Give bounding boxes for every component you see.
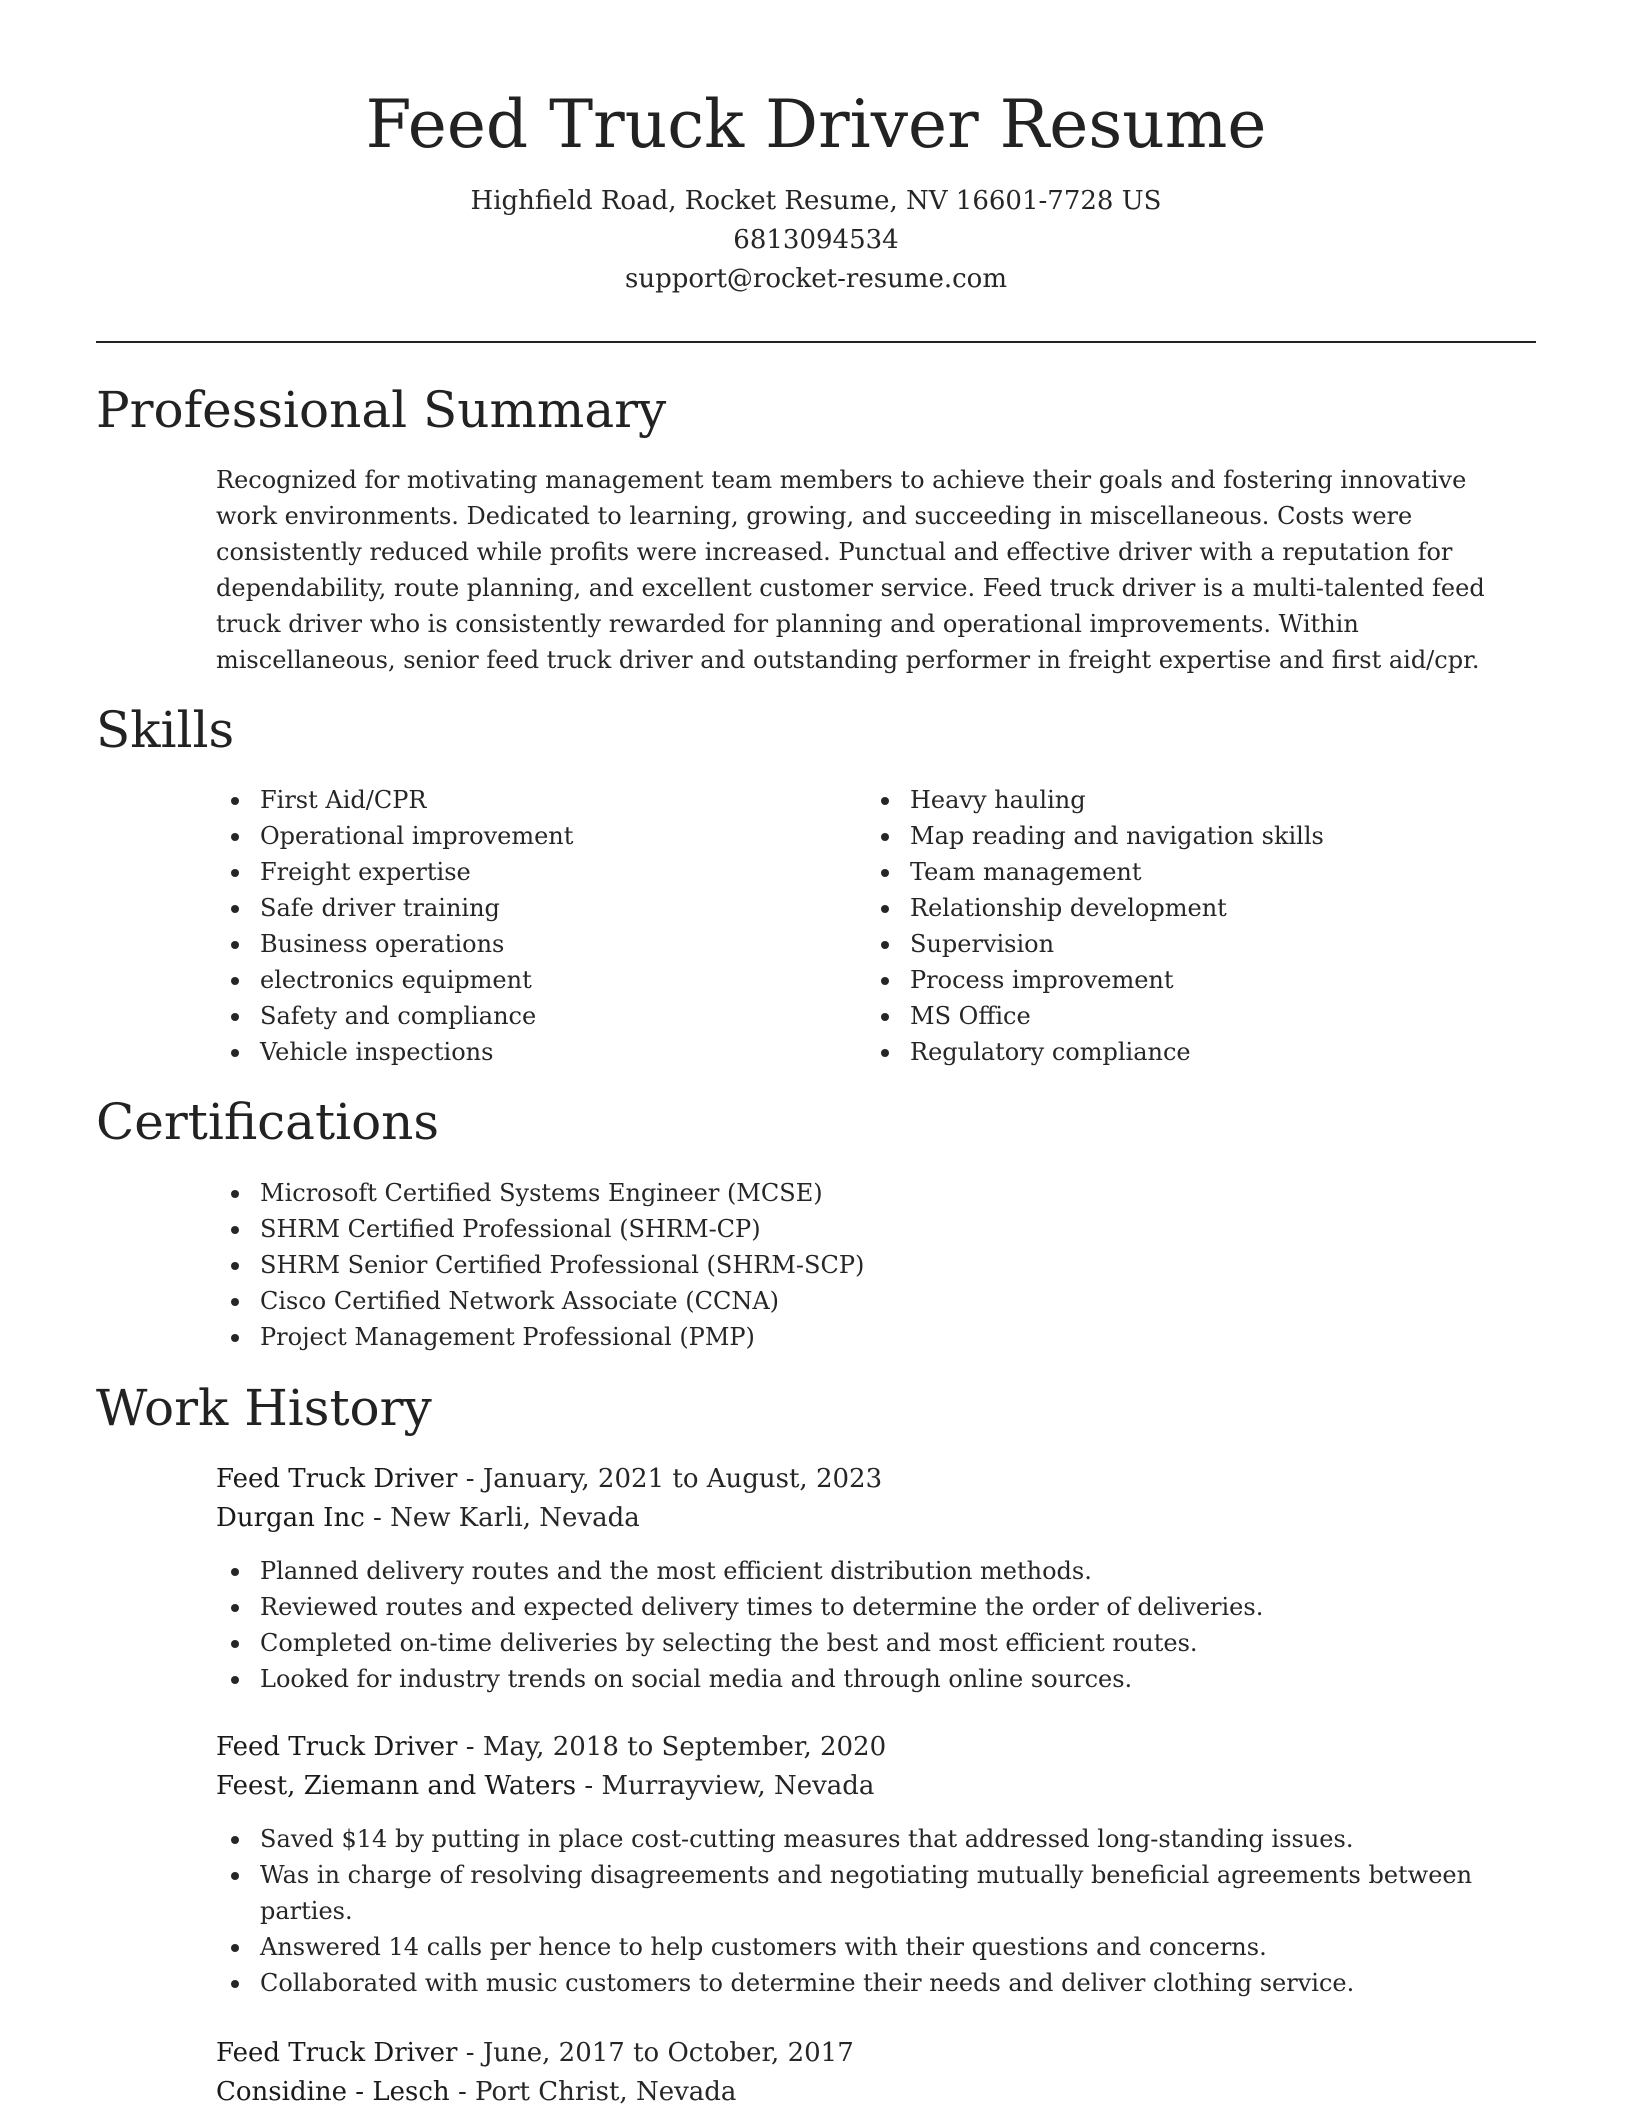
skills-column-left: [216, 782, 816, 1070]
skill-item: Safe driver training: [216, 890, 816, 926]
job-duties-list: [216, 1553, 1546, 1697]
job-separator: -: [373, 1503, 391, 1533]
job-separator: -: [584, 1771, 602, 1801]
job-duty: Planned delivery routes and the most efficient distribution methods.: [216, 1553, 1546, 1589]
job-duty: Completed on-time deliveries by selecting the best and most efficient routes.: [216, 1625, 1546, 1661]
contact-email: support@rocket-resume.com: [624, 264, 1007, 294]
job-company-line: [216, 1767, 1546, 1806]
job-location: New Karli, Nevada: [390, 1503, 640, 1533]
job-dates: January, 2021 to August, 2023: [482, 1464, 883, 1494]
contact-address: Highfield Road, Rocket Resume, NV 16601-7728 US: [470, 186, 1162, 216]
certifications-block: [216, 1175, 1516, 1355]
job-company-line: [216, 1499, 1546, 1538]
skill-item: First Aid/CPR: [216, 782, 816, 818]
job-dates: June, 2017 to October, 2017: [482, 2038, 854, 2068]
certifications-heading: Certifications: [96, 1093, 440, 1151]
summary-text: Recognized for motivating management team members to achieve their goals and fostering innovative work environments. Dedicated to learning, growing, and succeeding in miscellaneous. Costs were consistently reduced while profits were increased. Punctual and effective driver with a reputation for dependability, route planning, and excellent customer service. Feed truck driver is a multi-talented feed truck driver who is consistently rewarded for planning and operational improvements. Within miscellaneous, senior feed truck driver and outstanding performer in freight expertise and first aid/cpr.: [216, 466, 1485, 674]
certifications-list: [216, 1175, 1516, 1355]
contact-block: [0, 182, 1632, 299]
job-duties-list: [216, 1821, 1546, 2001]
work-history-heading: Work History: [96, 1379, 432, 1437]
job-company: Considine - Lesch: [216, 2077, 450, 2107]
resume-title: Feed Truck Driver Resume: [365, 86, 1267, 163]
skill-item: electronics equipment: [216, 962, 816, 998]
summary-heading: Professional Summary: [96, 381, 667, 439]
job-duty: Collaborated with music customers to determine their needs and deliver clothing service.: [216, 1965, 1546, 2001]
skill-item: Team management: [866, 854, 1506, 890]
certification-item: Microsoft Certified Systems Engineer (MCSE): [216, 1175, 1516, 1211]
job-duty: Looked for industry trends on social media and through online sources.: [216, 1661, 1546, 1697]
job-location: Murrayview, Nevada: [601, 1771, 875, 1801]
job-entry: [216, 2034, 1546, 2112]
job-title-line: [216, 2034, 1546, 2073]
job-title: Feed Truck Driver: [216, 1732, 458, 1762]
job-company: Durgan Inc: [216, 1503, 365, 1533]
job-dates: May, 2018 to September, 2020: [482, 1732, 887, 1762]
job-separator: -: [457, 2077, 475, 2107]
contact-phone: 6813094534: [733, 225, 899, 255]
skills-list-left: [216, 782, 816, 1070]
certification-item: SHRM Senior Certified Professional (SHRM-SCP): [216, 1247, 1516, 1283]
job-duty: Saved $14 by putting in place cost-cutting measures that addressed long-standing issues.: [216, 1821, 1546, 1857]
certification-item: Cisco Certified Network Associate (CCNA): [216, 1283, 1516, 1319]
skill-item: Safety and compliance: [216, 998, 816, 1034]
job-entry: [216, 1460, 1546, 1697]
skill-item: MS Office: [866, 998, 1506, 1034]
skills-list-right: [866, 782, 1506, 1070]
job-company-line: [216, 2073, 1546, 2112]
certification-item: Project Management Professional (PMP): [216, 1319, 1516, 1355]
skill-item: Relationship development: [866, 890, 1506, 926]
skill-item: Map reading and navigation skills: [866, 818, 1506, 854]
job-title: Feed Truck Driver: [216, 1464, 458, 1494]
skill-item: Business operations: [216, 926, 816, 962]
job-company: Feest, Ziemann and Waters: [216, 1771, 577, 1801]
skill-item: Supervision: [866, 926, 1506, 962]
job-location: Port Christ, Nevada: [475, 2077, 737, 2107]
job-separator: -: [465, 1732, 483, 1762]
job-entry: [216, 1728, 1546, 2001]
job-separator: -: [465, 2038, 483, 2068]
skill-item: Operational improvement: [216, 818, 816, 854]
skill-item: Process improvement: [866, 962, 1506, 998]
job-duty: Reviewed routes and expected delivery times to determine the order of deliveries.: [216, 1589, 1546, 1625]
skill-item: Freight expertise: [216, 854, 816, 890]
job-title-line: [216, 1460, 1546, 1499]
job-title-line: [216, 1728, 1546, 1767]
job-duty: Was in charge of resolving disagreements and negotiating mutually beneficial agreements between parties.: [216, 1857, 1546, 1929]
skill-item: Vehicle inspections: [216, 1034, 816, 1070]
header-divider: [96, 341, 1536, 343]
skills-column-right: [866, 782, 1506, 1070]
certification-item: SHRM Certified Professional (SHRM-CP): [216, 1211, 1516, 1247]
skill-item: Heavy hauling: [866, 782, 1506, 818]
skill-item: Regulatory compliance: [866, 1034, 1506, 1070]
job-separator: -: [465, 1464, 483, 1494]
skills-heading: Skills: [96, 701, 235, 759]
resume-header: [0, 80, 1632, 299]
job-duty: Answered 14 calls per hence to help customers with their questions and concerns.: [216, 1929, 1546, 1965]
job-title: Feed Truck Driver: [216, 2038, 458, 2068]
